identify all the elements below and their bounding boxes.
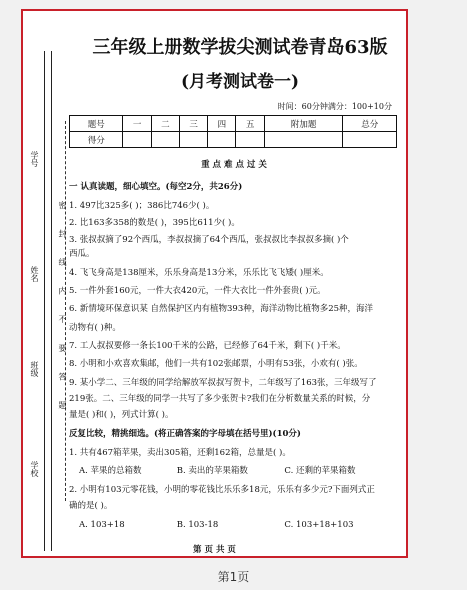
- name-label: 姓名: [30, 266, 39, 282]
- binding-line: [51, 51, 52, 551]
- table-cell: [343, 132, 397, 148]
- question-text: 量是( )和( )，列式计算( )。: [69, 410, 174, 420]
- option-b: B. 卖出的苹果箱数: [176, 466, 248, 476]
- page-footer: 第 页 共 页: [193, 545, 236, 555]
- question-text: 2. 比163多358的数是( )，395比611少( )。: [69, 218, 240, 228]
- page-title: 三年级上册数学拔尖测试卷青岛63版: [92, 37, 388, 58]
- table-cell: 四: [208, 116, 236, 132]
- table-row: [70, 132, 397, 148]
- table-cell: 得分: [70, 132, 123, 148]
- section-heading: 反复比较，精挑细选。(将正确答案的字母填在括号里)(10分): [69, 429, 301, 439]
- option-c: C. 103+18+103: [284, 520, 354, 530]
- time-info: 时间：60分钟满分：100+10分: [277, 102, 392, 111]
- school-label: 学校: [30, 461, 39, 477]
- question-text: 2. 小明有103元零花钱，小明的零花钱比乐乐多18元，乐乐有多少元?下面列式正: [69, 485, 375, 495]
- table-cell: 五: [236, 116, 264, 132]
- table-cell: [208, 132, 236, 148]
- table-cell: 二: [151, 116, 179, 132]
- table-cell: 三: [179, 116, 207, 132]
- score-table: [69, 115, 397, 148]
- question-text: 9. 某小学二、三年级的同学给解放军叔叔写贺卡，二年级写了163张，三年级写了: [69, 378, 377, 388]
- table-cell: 附加题: [264, 116, 343, 132]
- page-number-label: 第1页: [217, 570, 250, 584]
- table-cell: 总分: [343, 116, 397, 132]
- question-text: 确的是( )。: [69, 501, 113, 511]
- answer-options: [69, 519, 399, 531]
- table-cell: [236, 132, 264, 148]
- question-text: 8. 小明和小欢喜欢集邮，他们一共有102张邮票，小明有53张，小欢有( )张。: [69, 359, 363, 369]
- option-a: A. 苹果的总箱数: [79, 466, 142, 476]
- question-text: 4. 飞飞身高是138厘米，乐乐身高是13分米，乐乐比飞飞矮( )厘米。: [69, 268, 329, 278]
- question-text: 7. 工人叔叔要修一条长100千米的公路，已经修了64千米，剩下( )千米。: [69, 341, 346, 351]
- seal-notice: 密 封 线 内 不 要 答 题: [58, 201, 67, 418]
- question-text: 1. 497比325多( )；386比746少( )。: [69, 201, 215, 211]
- question-text: 3. 张叔叔摘了92个西瓜，李叔叔摘了64个西瓜，张叔叔比李叔叔多摘( )个: [69, 235, 349, 245]
- question-text: 西瓜。: [69, 249, 95, 259]
- question-text: 219张。二、三年级的同学一共写了多少张贺卡?我们在分析数量关系的时候，分: [69, 394, 371, 404]
- option-b: B. 103-18: [176, 520, 219, 530]
- table-cell: 题号: [70, 116, 123, 132]
- table-row: [70, 116, 397, 132]
- section-heading: 一 认真读题，细心填空。(每空2分，共26分): [69, 182, 243, 192]
- answer-options: [69, 465, 399, 477]
- option-c: C. 还剩的苹果箱数: [284, 466, 356, 476]
- option-a: A. 103+18: [79, 520, 125, 530]
- student-id-label: 学号: [30, 151, 39, 167]
- document-page: [21, 9, 408, 558]
- question-text: 1. 共有467箱苹果，卖出305箱，还剩162箱，总量是( )。: [69, 448, 291, 458]
- section-banner: 重 点 难 点 过 关: [201, 160, 267, 170]
- table-cell: [151, 132, 179, 148]
- class-label: 班级: [30, 361, 39, 377]
- table-cell: [123, 132, 151, 148]
- question-text: 动物有( )种。: [69, 323, 121, 333]
- binding-line: [44, 51, 45, 551]
- page-subtitle: (月考测试卷一): [180, 72, 300, 92]
- question-text: 5. 一件外套160元，一件大衣420元，一件大衣比一件外套贵( )元。: [69, 286, 326, 296]
- question-text: 6. 新情境环保意识某 自然保护区内有植物393种，海洋动物比植物多25种，海洋: [69, 304, 374, 314]
- table-cell: 一: [123, 116, 151, 132]
- table-cell: [264, 132, 343, 148]
- table-cell: [179, 132, 207, 148]
